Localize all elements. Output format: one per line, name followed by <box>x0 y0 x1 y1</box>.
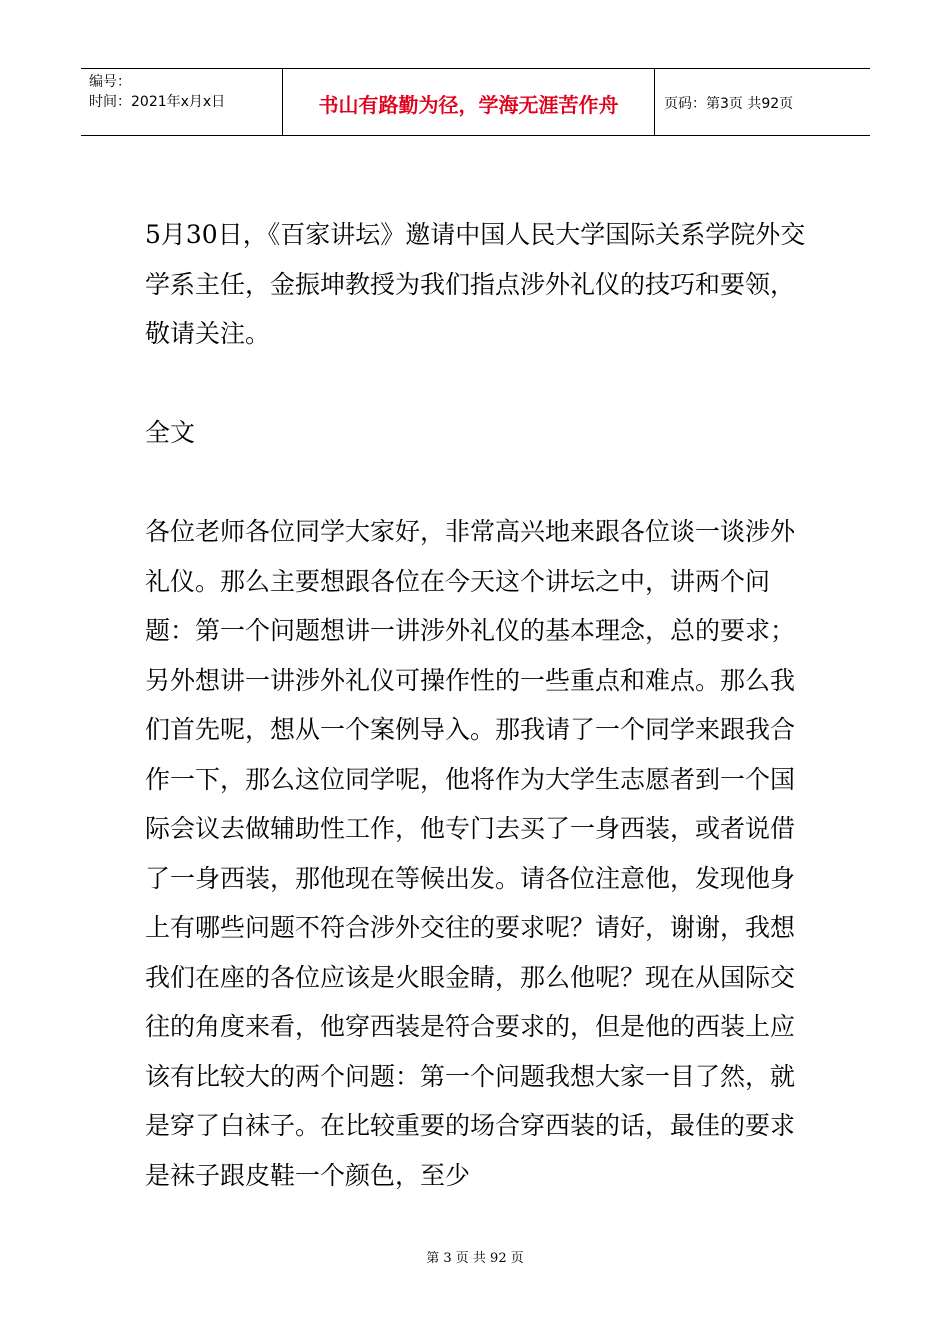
page-header <box>81 68 870 136</box>
document-time: 时间：2021年x月x日 <box>89 94 226 110</box>
paragraph-gap <box>145 458 810 508</box>
section-title: 全文 <box>145 418 196 447</box>
paragraph-gap <box>145 359 810 409</box>
document-body <box>145 210 810 1200</box>
header-motto: 书山有路勤为径，学海无涯苦作舟 <box>283 69 655 135</box>
document-number: 编号： <box>89 74 131 90</box>
page-footer: 第 3 页 共 92 页 <box>426 1251 524 1266</box>
header-page-info: 页码：第3页 共92页 <box>664 96 794 112</box>
main-paragraph: 各位老师各位同学大家好，非常高兴地来跟各位谈一谈涉外礼仪。那么主要想跟各位在今天这个讲坛之中，讲两个问题：第一个问题想讲一讲涉外礼仪的基本理念，总的要求；另外想讲一讲涉外礼仪可操作性的一些重点和难点。那么我们首先呢，想从一个案例导入。那我请了一个同学来跟我合作一下，那么这位同学呢，他将作为大学生志愿者到一个国际会议去做辅助性工作，他专门去买了一身西装，或者说借了一身西装，那他现在等候出发。请各位注意他，发现他身上有哪些问题不符合涉外交往的要求呢？请好，谢谢，我想我们在座的各位应该是火眼金睛，那么他呢？现在从国际交往的角度来看，他穿西装是符合要求的，但是他的西装上应该有比较大的两个问题：第一个问题我想大家一目了然，就是穿了白袜子。在比较重要的场合穿西装的话，最佳的要求是袜子跟皮鞋一个颜色，至少 <box>145 517 796 1190</box>
intro-paragraph: 5月30日，《百家讲坛》邀请中国人民大学国际关系学院外交学系主任，金振坤教授为我们指点涉外礼仪的技巧和要领，敬请关注。 <box>145 220 806 348</box>
header-meta <box>81 69 283 135</box>
